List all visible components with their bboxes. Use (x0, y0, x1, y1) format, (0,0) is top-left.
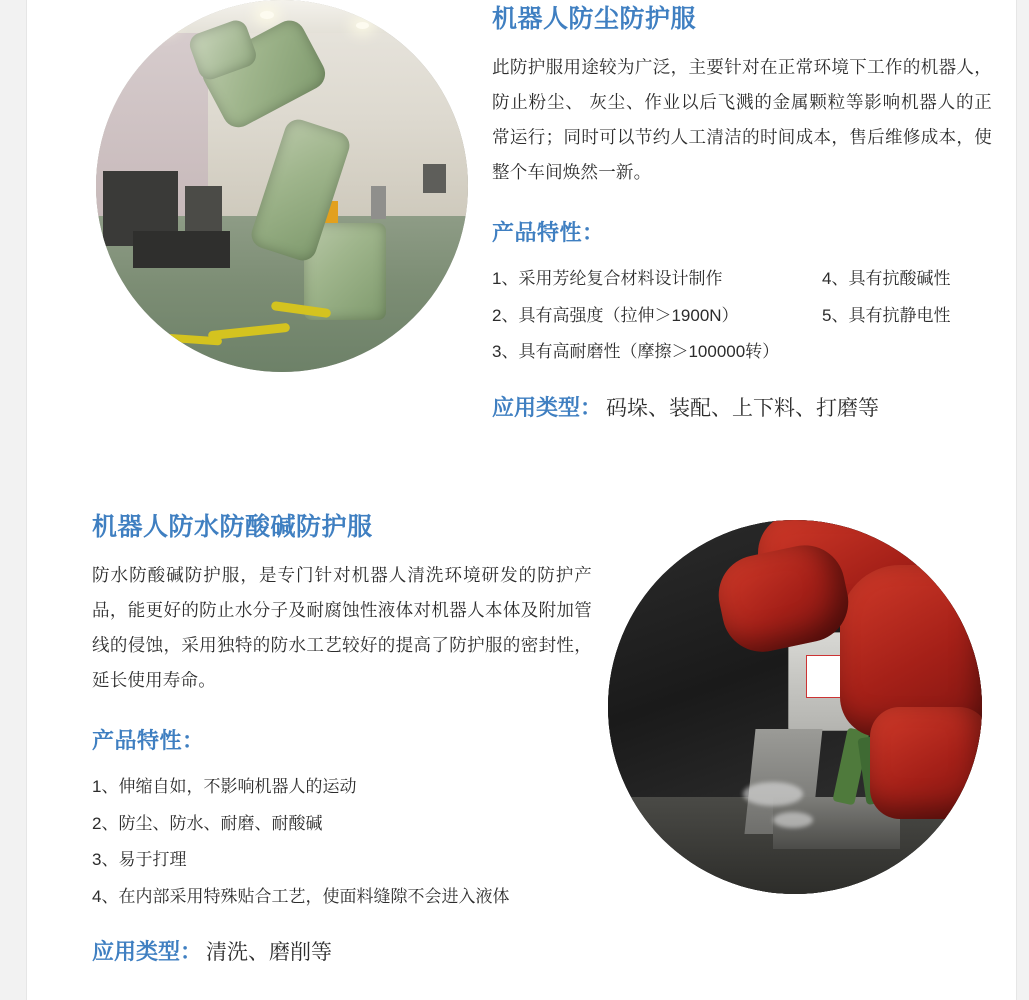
page-title-dustproof: 机器人防尘防护服 (492, 5, 697, 33)
apply-type-value: 码垛、装配、上下料、打磨等 (606, 396, 880, 420)
description-waterproof: 防水防酸碱防护服，是专门针对机器人清洗环境研发的防护产品，能更好的防止水分子及耐腐蚀性液体对机器人本体及附加管线的侵蚀，采用独特的防水工艺较好的提高了防护服的密封性，延长使用寿命。 (92, 565, 592, 690)
apply-type-label: 应用类型： (92, 939, 203, 965)
section-waterproof-text (92, 512, 592, 966)
feature-item: 5、具有抗静电性 (822, 305, 951, 325)
feature-item: 4、在内部采用特殊贴合工艺，使面料缝隙不会进入液体 (92, 886, 510, 906)
feature-item: 2、防尘、防水、耐磨、耐酸碱 (92, 813, 323, 833)
photo-illustration-dustproof (96, 0, 468, 372)
features-heading-dustproof: 产品特性： (492, 220, 605, 245)
robot-waterproof-cover-photo (608, 520, 982, 894)
section-dustproof-text (492, 4, 992, 422)
feature-item: 4、具有抗酸碱性 (822, 269, 951, 288)
photo-illustration-waterproof (608, 520, 982, 894)
feature-item: 3、易于打理 (92, 850, 187, 870)
feature-item: 1、采用芳纶复合材料设计制作 (492, 269, 723, 288)
description-dustproof: 此防护服用途较为广泛，主要针对在正常环境下工作的机器人，防止粉尘、 灰尘、作业以后飞溅的金属颗粒等影响机器人的正常运行；同时可以节约人工清洁的时间成本，售后维修成本，使整个车间焕然一新。 (492, 57, 992, 182)
page-title-waterproof: 机器人防水防酸碱防护服 (92, 513, 373, 541)
features-list-waterproof (92, 769, 592, 915)
robot-dust-cover-photo (96, 0, 468, 372)
section-waterproof (0, 500, 1029, 1000)
section-dustproof (0, 0, 1029, 470)
apply-type-label: 应用类型： (492, 394, 603, 420)
feature-item: 1、伸缩自如，不影响机器人的运动 (92, 777, 357, 796)
features-heading-waterproof: 产品特性： (92, 728, 205, 753)
features-list-dustproof (492, 261, 992, 371)
feature-item: 2、具有高强度（拉伸＞1900N） (492, 305, 739, 325)
apply-type-waterproof (92, 935, 592, 966)
feature-item: 3、具有高耐磨性（摩擦＞100000转） (492, 342, 780, 362)
apply-type-value: 清洗、磨削等 (206, 941, 333, 965)
apply-type-dustproof (492, 391, 992, 422)
